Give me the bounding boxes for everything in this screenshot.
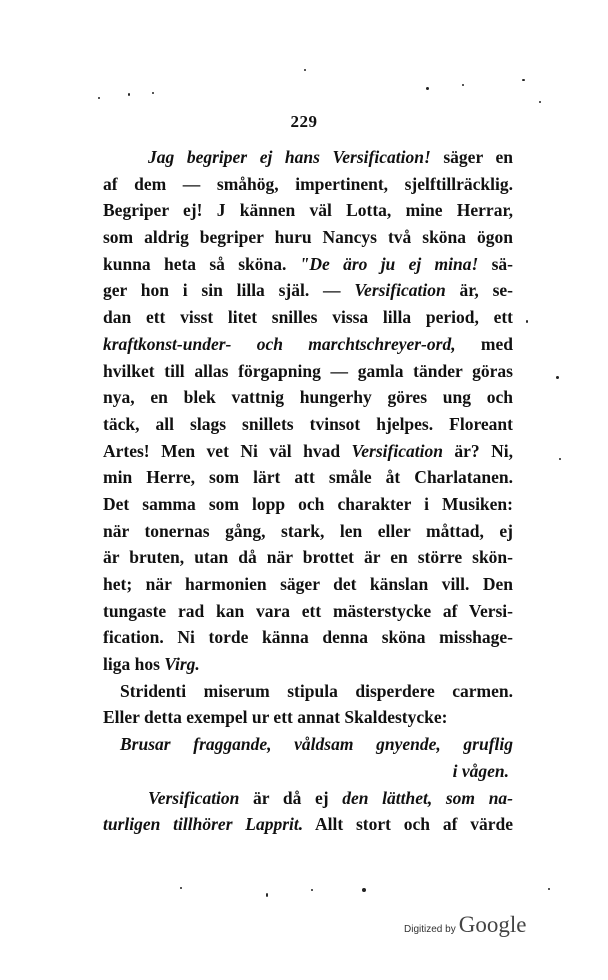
text-line <box>103 464 513 491</box>
text-line <box>103 438 513 465</box>
text-run: ger hon i sin lilla själ. — <box>103 280 355 301</box>
text-line <box>103 331 513 358</box>
text-run: när tonernas gång, stark, len eller måttad, ej <box>103 520 513 541</box>
italic-text: Versification <box>148 787 240 808</box>
text-run: af dem — småhög, impertinent, sjelftillräcklig. <box>103 173 513 194</box>
text-run: är? Ni, <box>442 440 513 461</box>
text-line <box>103 758 513 785</box>
text-run: kunna heta så sköna. <box>103 253 300 274</box>
text-line <box>103 571 513 598</box>
italic-text: Jag begriper ej hans Versification! <box>148 147 431 167</box>
text-run: är, se- <box>445 280 513 301</box>
body-text <box>103 144 513 838</box>
text-run: är då ej <box>239 787 343 808</box>
text-run: fication. Ni torde känna denna sköna misshage- <box>103 627 513 648</box>
text-line <box>103 491 513 518</box>
text-run: Stridenti miserum stipula disperdere carmen. <box>120 680 513 701</box>
text-line <box>103 811 513 838</box>
text-line <box>103 624 513 651</box>
text-line <box>103 277 513 304</box>
italic-text: "De äro ju ej mina! <box>299 253 479 274</box>
text-run: liga hos <box>103 654 165 675</box>
text-line <box>103 651 513 678</box>
text-line <box>103 731 513 758</box>
text-run: Artes! Men vet Ni väl hvad <box>103 440 352 461</box>
italic-text: den lätthet, som na- <box>342 787 514 808</box>
text-line <box>103 678 513 705</box>
google-logo-text: Google <box>458 912 527 937</box>
italic-text: Brusar fraggande, våldsam gnyende, gruflig <box>120 734 513 755</box>
text-line <box>103 224 513 251</box>
text-line <box>103 704 513 731</box>
text-run: är bruten, utan då när brottet är en större skön- <box>103 547 513 568</box>
italic-text: Versification <box>351 440 443 461</box>
text-line <box>103 785 513 812</box>
text-line <box>103 411 513 438</box>
italic-text: Virg. <box>164 654 200 675</box>
text-line <box>103 598 513 625</box>
text-run: tungaste rad kan vara ett mästerstycke af Versi- <box>103 600 513 621</box>
text-run: Allt stort och af värde <box>303 814 513 835</box>
text-run: Eller detta exempel ur ett annat Skaldestycke: <box>103 707 448 728</box>
text-run: Det samma som lopp och charakter i Musiken: <box>103 493 513 514</box>
text-line <box>103 171 513 198</box>
text-line <box>103 144 513 171</box>
text-line <box>103 518 513 545</box>
text-run: med <box>455 333 513 354</box>
text-line <box>103 197 513 224</box>
italic-text: turligen tillhörer Lapprit. <box>103 814 304 835</box>
text-run: hvilket till allas förgapning — gamla tänder göras <box>103 360 513 381</box>
digitized-by-google-watermark <box>404 912 526 938</box>
italic-text: kraftkonst-under- och marchtschreyer-ord, <box>103 333 456 354</box>
text-run: Begriper ej! J kännen väl Lotta, mine Herrar, <box>103 200 513 221</box>
text-run: het; när harmonien säger det känslan vill. Den <box>103 574 513 594</box>
digitized-label: Digitized by <box>404 924 456 935</box>
italic-text: Versification <box>354 280 446 301</box>
text-run: min Herre, som lärt att småle åt Charlatanen. <box>103 467 513 488</box>
text-run: säger en <box>430 147 513 167</box>
text-line <box>103 251 513 278</box>
text-line <box>103 358 513 385</box>
text-line <box>103 544 513 571</box>
text-run: täck, all slags snillets tvinsot hjelpes. Floreant <box>103 413 513 434</box>
page-number: 229 <box>290 112 318 131</box>
text-line <box>103 304 513 331</box>
text-run: som aldrig begriper huru Nancys två sköna ögon <box>103 227 513 248</box>
text-line <box>103 384 513 411</box>
text-run: dan ett visst litet snilles vissa lilla period, ett <box>103 307 513 328</box>
text-run: nya, en blek vattnig hungerhy göres ung och <box>103 387 513 408</box>
italic-text: i vågen. <box>452 760 509 781</box>
text-run: sä- <box>478 253 513 274</box>
